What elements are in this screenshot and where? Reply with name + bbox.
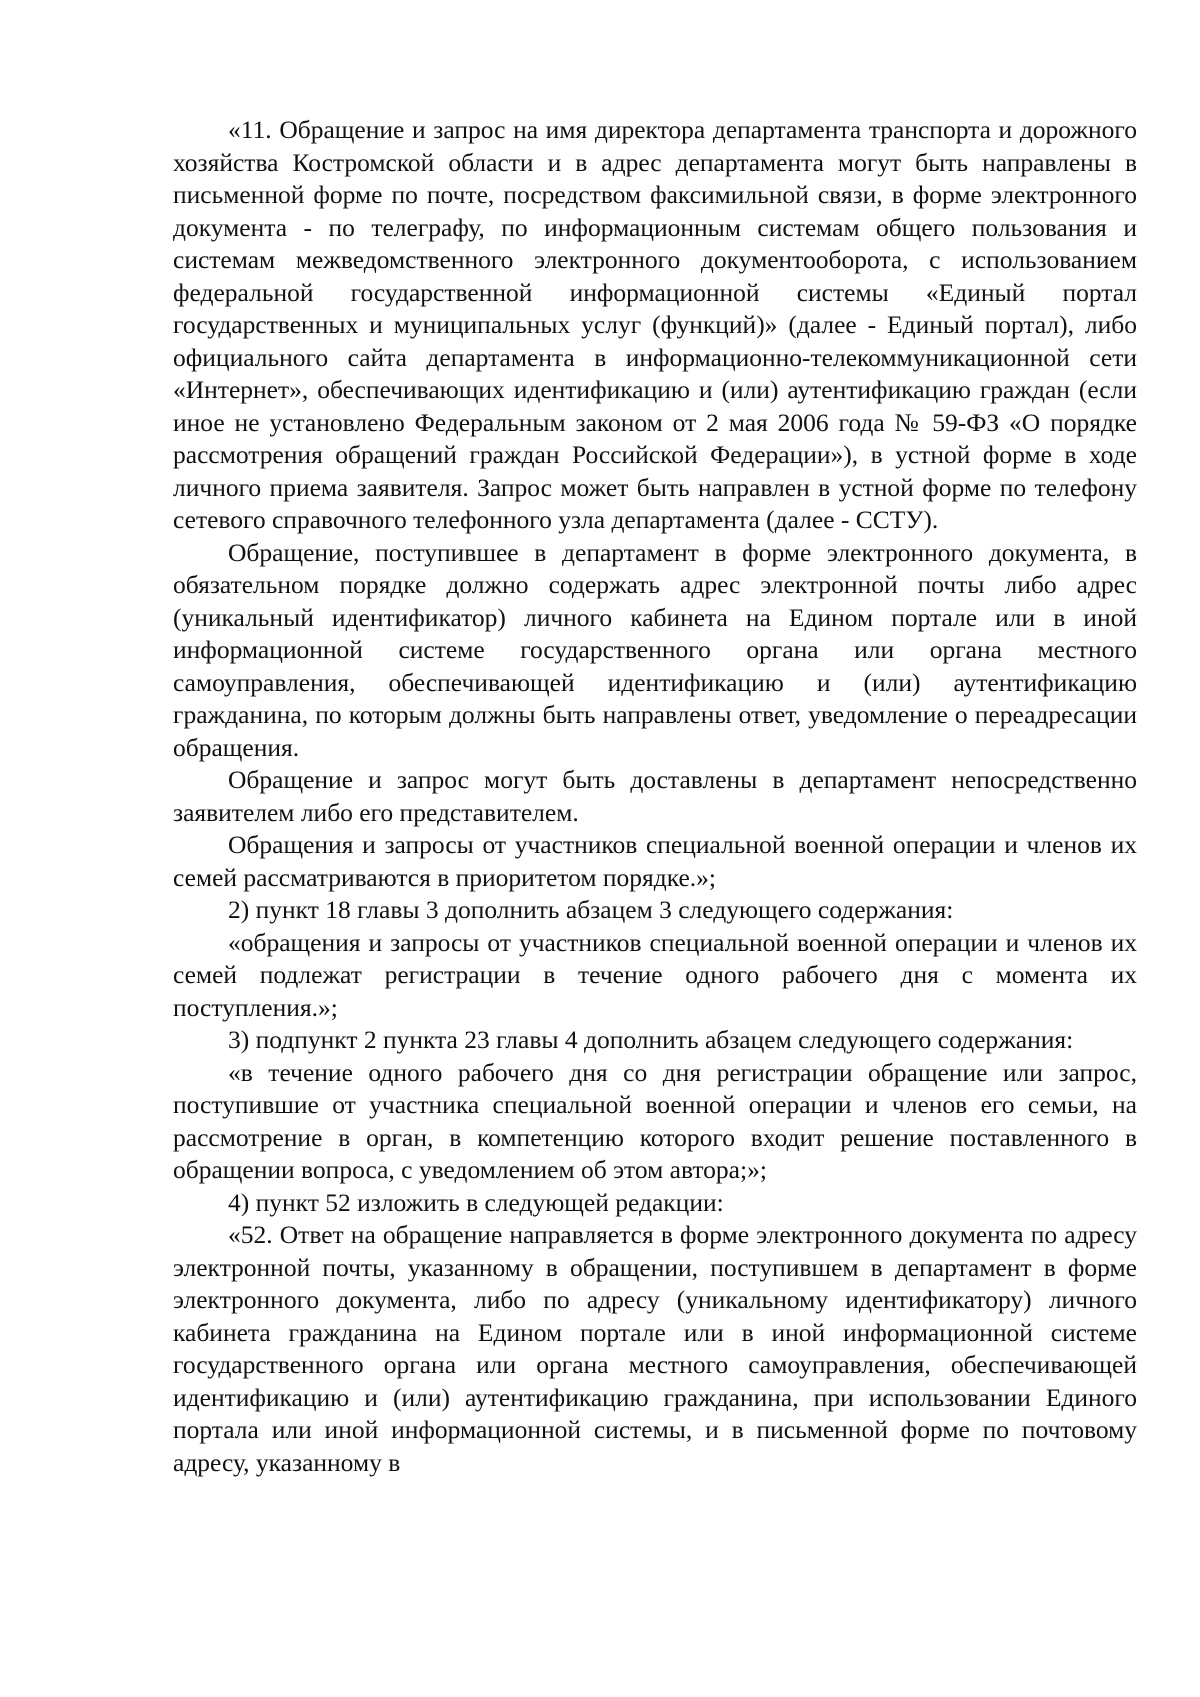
paragraph-redirect: «в течение одного рабочего дня со дня регистрации обращение или запрос, поступившие от участника специальной военной операции и членов его семьи, на рассмотрение в орган, в компетенцию которого входит решение поставленного в обращении вопроса, с уведомлением об этом автора;»; <box>173 1057 1137 1184</box>
paragraph-svo-priority: Обращения и запросы от участников специальной военной операции и членов их семей рассматриваются в приоритетом порядке.»; <box>173 830 1137 892</box>
paragraph-amendment-4: 4) пункт 52 изложить в следующей редакции: <box>228 1187 724 1217</box>
paragraph-amendment-3: 3) подпункт 2 пункта 23 главы 4 дополнить абзацем следующего содержания: <box>228 1025 1074 1054</box>
document-page <box>173 114 1137 1479</box>
paragraph-delivery: Обращение и запрос могут быть доставлены в департамент непосредственно заявителем либо его представителем. <box>173 765 1137 827</box>
paragraph-item-52: «52. Ответ на обращение направляется в форме электронного документа по адресу электронной почты, указанному в обращении, поступившем в департамент в форме электронного документа, либо по адресу (уникальному идентификатору) личного кабинета гражданина на Едином портале или в иной информационной системе государственного органа или органа местного самоуправления, обеспечивающей идентификацию и (или) аутентификацию гражданина, при использовании Единого портала или иной информационной системы, и в письменной форме по почтовому адресу, указанному в <box>173 1220 1137 1477</box>
paragraph-electronic-appeal: Обращение, поступившее в департамент в форме электронного документа, в обязательном порядке должно содержать адрес электронной почты либо адрес (уникальный идентификатор) личного кабинета на Едином портале или в иной информационной системе государственного органа или органа местного самоуправления, обеспечивающей идентификацию и (или) аутентификацию гражданина, по которым должны быть направлены ответ, уведомление о переадресации обращения. <box>173 537 1137 762</box>
paragraph-item-11: «11. Обращение и запрос на имя директора департамента транспорта и дорожного хозяйства Костромской области и в адрес департамента могут быть направлены в письменной форме по почте, посредством факсимильной связи, в форме электронного документа - по телеграфу, по информационным системам общего пользования и системам межведомственного электронного документооборота, с использованием федеральной государственной информационной системы «Единый портал государственных и муниципальных услуг (функций)» (далее - Единый портал), либо официального сайта департамента в информационно-телекоммуникационной сети «Интернет», обеспечивающих идентификацию и (или) аутентификацию граждан (если иное не установлено Федеральным законом от 2 мая 2006 года № 59-ФЗ «О порядке рассмотрения обращений граждан Российской Федерации»), в устной форме в ходе личного приема заявителя. Запрос может быть направлен в устной форме по телефону сетевого справочного телефонного узла департамента (далее - ССТУ). <box>173 115 1137 534</box>
paragraph-registration: «обращения и запросы от участников специальной военной операции и членов их семей подлежат регистрации в течение одного рабочего дня с момента их поступления.»; <box>173 927 1137 1022</box>
paragraph-amendment-2: 2) пункт 18 главы 3 дополнить абзацем 3 следующего содержания: <box>228 895 954 924</box>
